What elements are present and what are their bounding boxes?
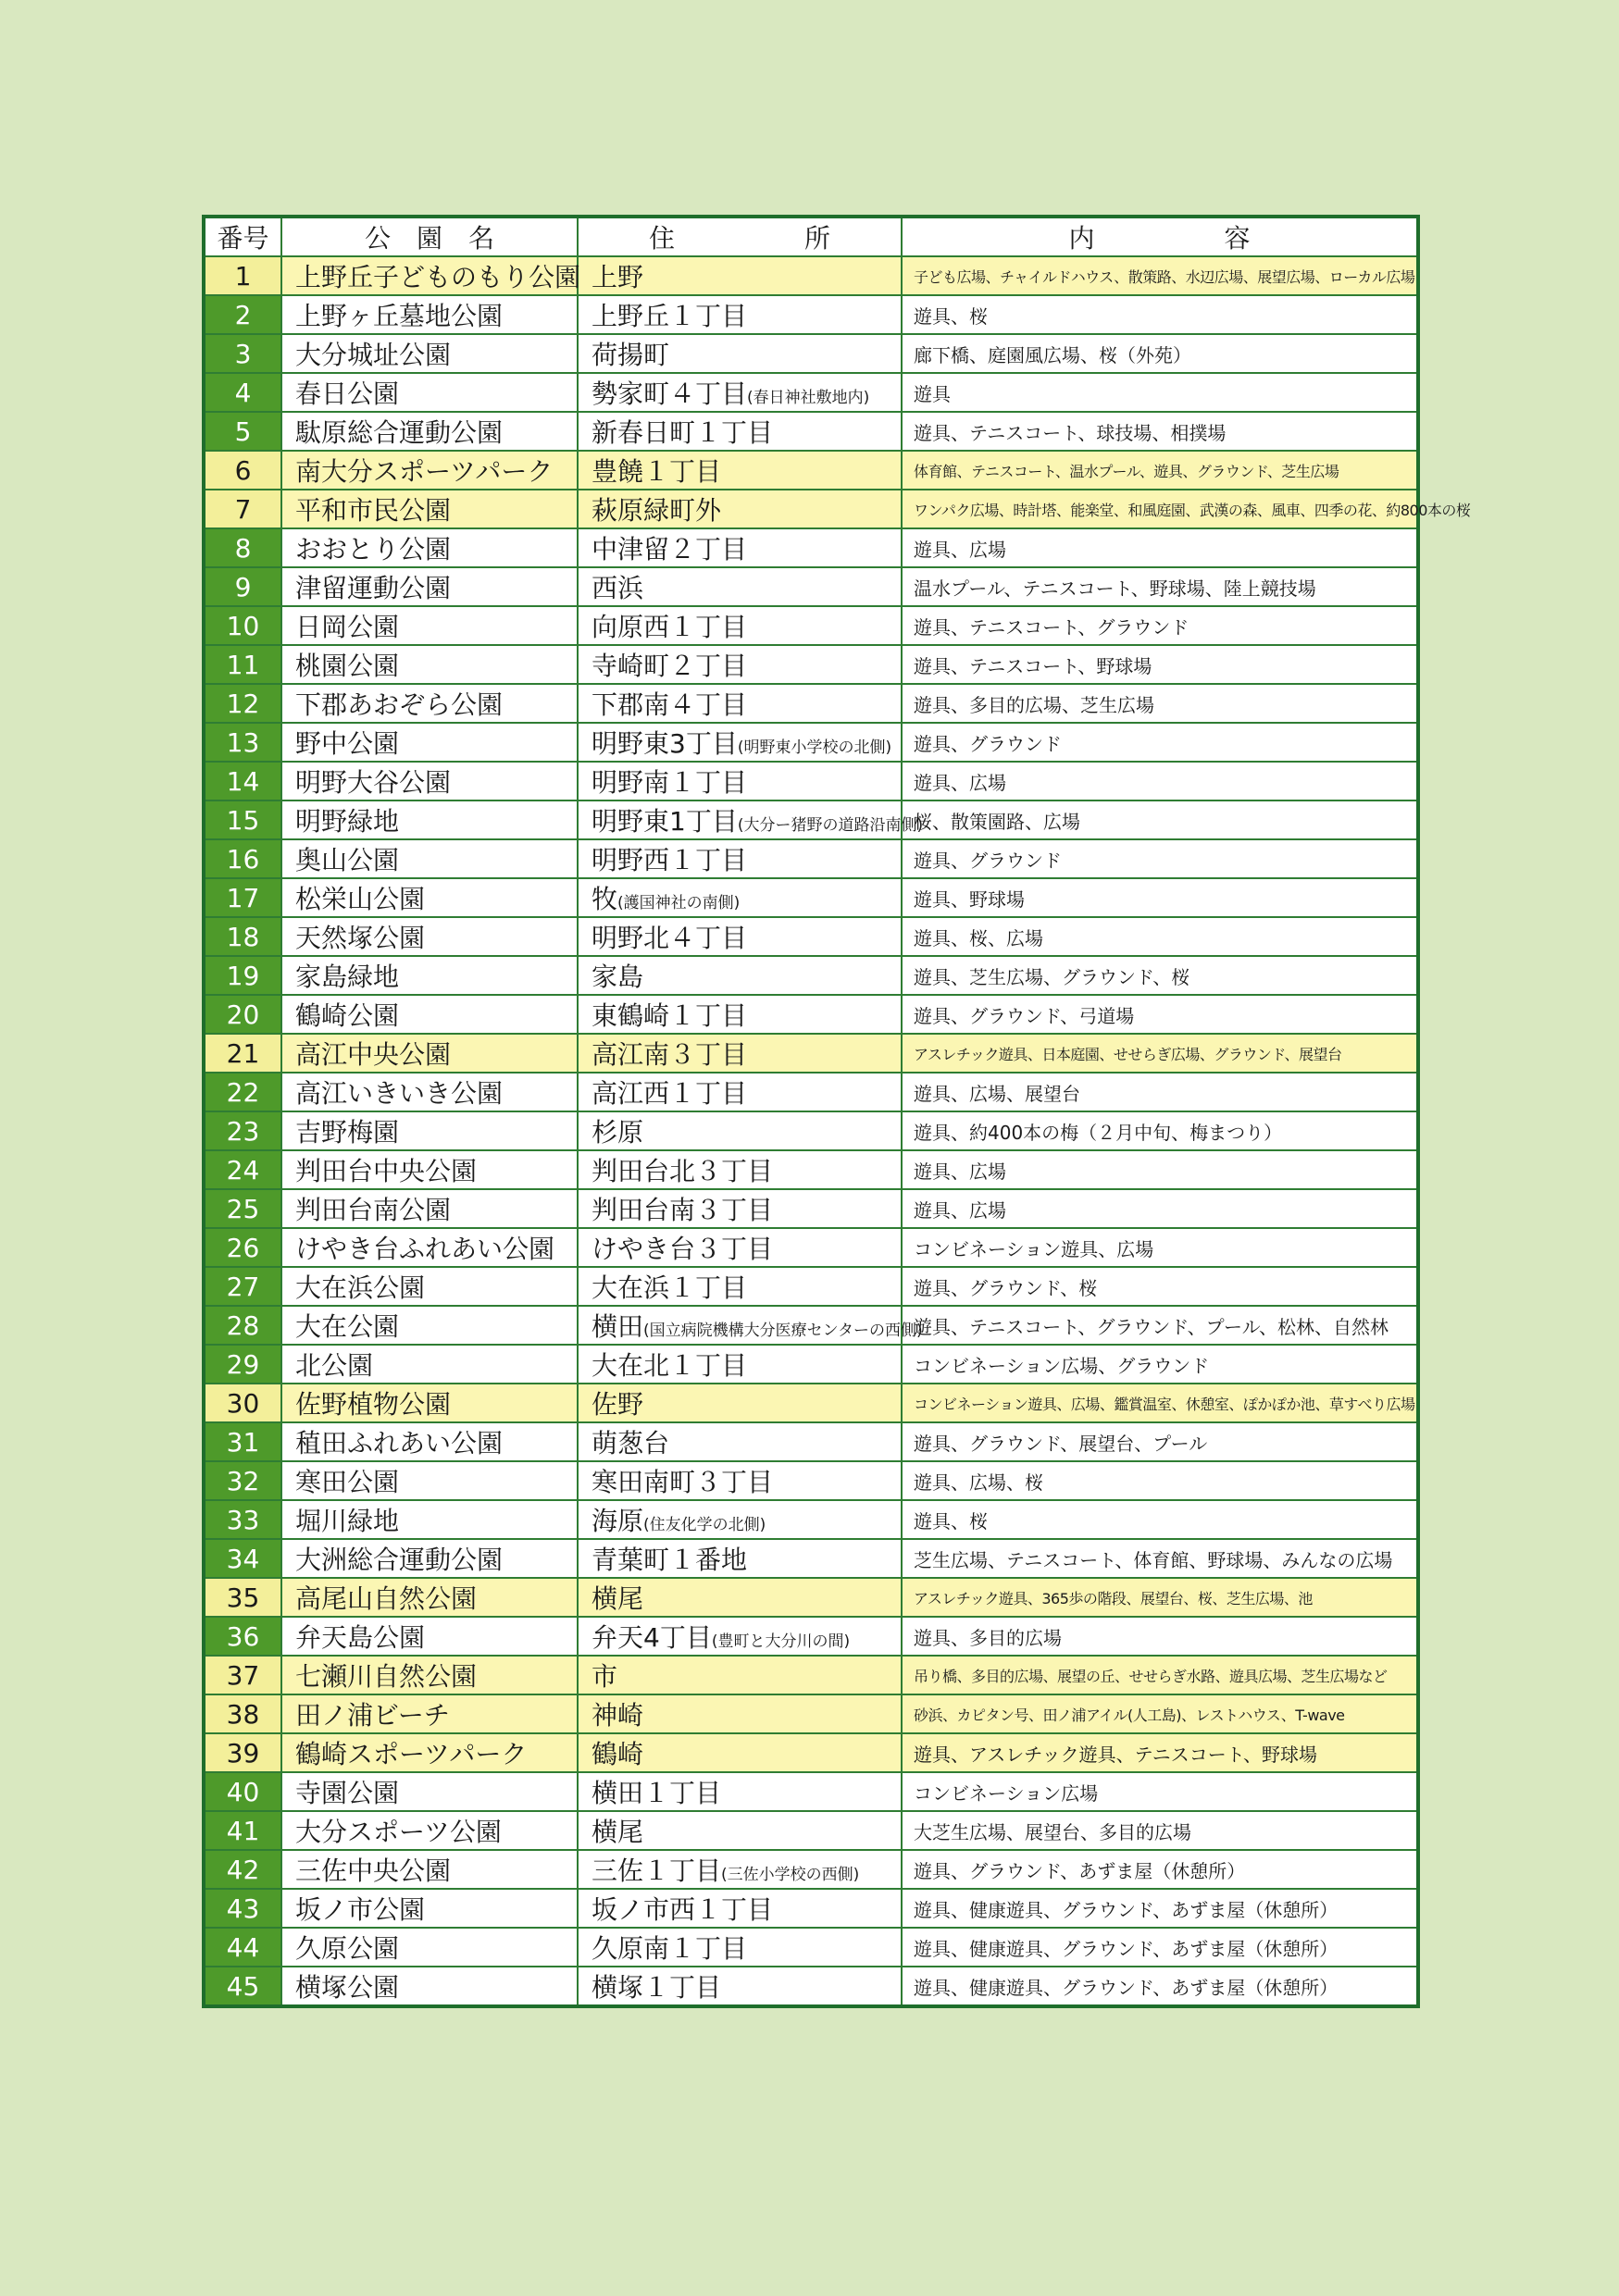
park-address: 寒田南町３丁目 xyxy=(592,1467,774,1497)
row-number: 5 xyxy=(204,412,281,451)
park-address-cell xyxy=(578,373,902,412)
park-name: 大在公園 xyxy=(281,1306,578,1345)
park-address: 大在浜１丁目 xyxy=(592,1272,748,1303)
table-row xyxy=(204,1578,1418,1617)
park-content: 遊具、健康遊具、グラウンド、あずま屋（休憩所） xyxy=(902,1889,1418,1928)
park-address-cell xyxy=(578,800,924,839)
row-number: 3 xyxy=(204,334,281,373)
header-number: 番号 xyxy=(204,217,281,256)
table-row xyxy=(204,1500,1418,1539)
park-content: 遊具、広場、桜 xyxy=(902,1461,1418,1500)
table-header xyxy=(204,217,1418,256)
park-address-note: (春日神社敷地内) xyxy=(747,389,870,407)
table-row xyxy=(204,1656,1418,1694)
park-name: 鶴崎公園 xyxy=(281,995,578,1034)
park-address-cell xyxy=(578,1111,902,1150)
park-content: 遊具、グラウンド、桜 xyxy=(902,1267,1418,1306)
park-address-cell xyxy=(578,1228,902,1267)
table-row xyxy=(204,956,1418,995)
park-address: 横尾 xyxy=(592,1583,644,1614)
row-number: 8 xyxy=(204,528,281,567)
park-address-note: (三佐小学校の西側) xyxy=(721,1866,860,1884)
row-number: 18 xyxy=(204,917,281,956)
park-address: 牧 xyxy=(592,884,618,914)
park-address: 明野東3丁目 xyxy=(592,728,738,759)
park-address: 明野西１丁目 xyxy=(592,845,748,875)
park-content: 遊具、芝生広場、グラウンド、桜 xyxy=(902,956,1418,995)
park-address-cell xyxy=(578,1889,902,1928)
row-number: 14 xyxy=(204,762,281,800)
park-name: 坂ノ市公園 xyxy=(281,1889,578,1928)
table-row xyxy=(204,1967,1418,2006)
park-address: 豊饒１丁目 xyxy=(592,456,722,487)
park-content: 温水プール、テニスコート、野球場、陸上競技場 xyxy=(902,567,1418,606)
park-address: 明野東1丁目 xyxy=(592,806,738,837)
park-address: 久原南１丁目 xyxy=(592,1933,748,1964)
park-name: 判田台南公園 xyxy=(281,1189,578,1228)
park-content: 吊り橋、多目的広場、展望の丘、せせらぎ水路、遊具広場、芝生広場など xyxy=(902,1656,1418,1694)
park-address-note: (豊町と大分川の間) xyxy=(711,1632,851,1651)
table-row xyxy=(204,1617,1418,1656)
row-number: 7 xyxy=(204,490,281,528)
park-address-cell xyxy=(578,490,902,528)
park-address-cell xyxy=(578,1073,902,1111)
table-row xyxy=(204,1384,1418,1422)
park-content: 遊具、グラウンド xyxy=(902,839,1418,878)
park-address: 判田台南３丁目 xyxy=(592,1195,774,1225)
park-content: 砂浜、カピタン号、田ノ浦アイル(人工島)、レストハウス、T-wave xyxy=(902,1694,1418,1733)
table-row xyxy=(204,1189,1418,1228)
park-address: 新春日町１丁目 xyxy=(592,417,774,448)
row-number: 25 xyxy=(204,1189,281,1228)
header-park-name: 公 園 名 xyxy=(281,217,578,256)
row-number: 39 xyxy=(204,1733,281,1772)
park-address: 神崎 xyxy=(592,1700,644,1731)
park-name: 稙田ふれあい公園 xyxy=(281,1422,578,1461)
park-address-cell xyxy=(578,412,902,451)
park-name: 大分城址公園 xyxy=(281,334,578,373)
park-content: 遊具、広場 xyxy=(902,1150,1418,1189)
park-address-cell xyxy=(578,1928,902,1967)
park-name: 高江いきいき公園 xyxy=(281,1073,578,1111)
row-number: 32 xyxy=(204,1461,281,1500)
park-address-cell xyxy=(578,256,902,295)
park-address-cell xyxy=(578,1267,902,1306)
park-name: 田ノ浦ビーチ xyxy=(281,1694,578,1733)
park-content: 遊具、約400本の梅（２月中旬、梅まつり） xyxy=(902,1111,1418,1150)
park-address-cell xyxy=(578,723,902,762)
park-address: 横尾 xyxy=(592,1817,644,1847)
park-address: 杉原 xyxy=(592,1117,644,1148)
table-row xyxy=(204,1850,1418,1889)
park-name: 高江中央公園 xyxy=(281,1034,578,1073)
park-address: 家島 xyxy=(592,962,644,992)
park-name: 大分スポーツ公園 xyxy=(281,1811,578,1850)
park-address-cell xyxy=(578,334,902,373)
table-row xyxy=(204,645,1418,684)
park-address-cell xyxy=(578,917,902,956)
park-name: 鶴崎スポーツパーク xyxy=(281,1733,578,1772)
park-address-cell xyxy=(578,684,902,723)
park-name: 桃園公園 xyxy=(281,645,578,684)
park-address-cell xyxy=(578,1850,902,1889)
row-number: 31 xyxy=(204,1422,281,1461)
park-content: 遊具、テニスコート、グラウンド xyxy=(902,606,1418,645)
park-content: ワンパク広場、時計塔、能楽堂、和風庭園、武漢の森、風車、四季の花、約800本の桜 xyxy=(902,490,1418,528)
row-number: 11 xyxy=(204,645,281,684)
park-name: 大洲総合運動公園 xyxy=(281,1539,578,1578)
table-body xyxy=(204,256,1471,2006)
park-content: 遊具、グラウンド xyxy=(902,723,1418,762)
park-name: 吉野梅園 xyxy=(281,1111,578,1150)
park-name: 上野丘子どものもり公園 xyxy=(281,256,578,295)
row-number: 4 xyxy=(204,373,281,412)
park-name: 駄原総合運動公園 xyxy=(281,412,578,451)
row-number: 16 xyxy=(204,839,281,878)
park-address-cell xyxy=(578,528,902,567)
park-name: 野中公園 xyxy=(281,723,578,762)
park-content: 遊具、野球場 xyxy=(902,878,1418,917)
park-content: 遊具、桜 xyxy=(902,1500,1418,1539)
row-number: 40 xyxy=(204,1772,281,1811)
table-row xyxy=(204,762,1418,800)
table-row xyxy=(204,567,1418,606)
park-address: 萌葱台 xyxy=(592,1428,670,1458)
park-content: コンビネーション遊具、広場、鑑賞温室、休憩室、ぽかぽか池、草すべり広場 xyxy=(902,1384,1418,1422)
park-address: 上野 xyxy=(592,262,644,292)
table-row xyxy=(204,878,1418,917)
row-number: 1 xyxy=(204,256,281,295)
park-address: 中津留２丁目 xyxy=(592,534,748,565)
park-content: 遊具 xyxy=(902,373,1418,412)
park-address: 大在北１丁目 xyxy=(592,1350,748,1381)
park-address: 高江南３丁目 xyxy=(592,1039,748,1070)
park-content: 遊具、健康遊具、グラウンド、あずま屋（休憩所） xyxy=(902,1928,1418,1967)
park-content: 桜、散策園路、広場 xyxy=(902,800,1418,839)
table-row xyxy=(204,1772,1418,1811)
table-row xyxy=(204,1811,1418,1850)
table-row xyxy=(204,1889,1418,1928)
park-name: 明野緑地 xyxy=(281,800,578,839)
park-address: 高江西１丁目 xyxy=(592,1078,748,1109)
park-address: 海原 xyxy=(592,1506,644,1536)
row-number: 36 xyxy=(204,1617,281,1656)
park-name: 日岡公園 xyxy=(281,606,578,645)
park-address: 青葉町１番地 xyxy=(592,1545,748,1575)
park-name: 春日公園 xyxy=(281,373,578,412)
park-address-cell xyxy=(578,1694,902,1733)
park-address-note: (大分ー猪野の道路沿南側) xyxy=(737,816,924,835)
park-address-cell xyxy=(578,839,902,878)
row-number: 26 xyxy=(204,1228,281,1267)
park-name: 家島緑地 xyxy=(281,956,578,995)
table-row xyxy=(204,1228,1418,1267)
park-address-cell xyxy=(578,1967,902,2006)
park-address-cell xyxy=(578,1617,902,1656)
row-number: 42 xyxy=(204,1850,281,1889)
table-row xyxy=(204,1539,1418,1578)
park-address-cell xyxy=(578,1539,902,1578)
row-number: 9 xyxy=(204,567,281,606)
park-name: 大在浜公園 xyxy=(281,1267,578,1306)
park-address-cell xyxy=(578,1772,902,1811)
park-address-cell xyxy=(578,1345,902,1384)
park-content: 廊下橋、庭園風広場、桜（外苑） xyxy=(902,334,1418,373)
park-address-cell xyxy=(578,1733,902,1772)
row-number: 41 xyxy=(204,1811,281,1850)
park-content: 体育館、テニスコート、温水プール、遊具、グラウンド、芝生広場 xyxy=(902,451,1418,490)
table-row xyxy=(204,723,1418,762)
table-row xyxy=(204,1111,1418,1150)
table-row xyxy=(204,1150,1418,1189)
park-address-cell xyxy=(578,1578,902,1617)
park-address: 佐野 xyxy=(592,1389,644,1420)
park-name: 七瀬川自然公園 xyxy=(281,1656,578,1694)
row-number: 6 xyxy=(204,451,281,490)
row-number: 44 xyxy=(204,1928,281,1967)
table-row xyxy=(204,1345,1418,1384)
park-name: 弁天島公園 xyxy=(281,1617,578,1656)
table-row xyxy=(204,295,1418,334)
table-row xyxy=(204,451,1418,490)
park-address: 西浜 xyxy=(592,573,644,603)
park-content: 遊具、桜 xyxy=(902,295,1418,334)
row-number: 28 xyxy=(204,1306,281,1345)
table-row xyxy=(204,800,1418,839)
park-address-cell xyxy=(578,1422,902,1461)
park-content: 遊具、多目的広場 xyxy=(902,1617,1418,1656)
table-row xyxy=(204,1073,1418,1111)
park-content: 遊具、広場 xyxy=(902,528,1418,567)
park-address-cell xyxy=(578,956,902,995)
park-address-cell xyxy=(578,1811,902,1850)
park-name: おおとり公園 xyxy=(281,528,578,567)
park-address-cell xyxy=(578,1500,902,1539)
header-address: 住 所 xyxy=(578,217,902,256)
park-content: コンビネーション広場 xyxy=(902,1772,1418,1811)
row-number: 23 xyxy=(204,1111,281,1150)
park-content: 遊具、テニスコート、球技場、相撲場 xyxy=(902,412,1418,451)
park-content: 子ども広場、チャイルドハウス、散策路、水辺広場、展望広場、ローカル広場 xyxy=(902,256,1418,295)
park-content: 遊具、健康遊具、グラウンド、あずま屋（休憩所） xyxy=(902,1967,1418,2006)
park-content: 遊具、テニスコート、グラウンド、プール、松林、自然林 xyxy=(902,1306,1418,1345)
row-number: 19 xyxy=(204,956,281,995)
park-address: 横田１丁目 xyxy=(592,1778,722,1808)
park-address: 明野南１丁目 xyxy=(592,767,748,798)
row-number: 30 xyxy=(204,1384,281,1422)
park-name: 天然塚公園 xyxy=(281,917,578,956)
park-content: 遊具、広場、展望台 xyxy=(902,1073,1418,1111)
park-address: 弁天4丁目 xyxy=(592,1622,712,1653)
park-address: 判田台北３丁目 xyxy=(592,1156,774,1186)
table-row xyxy=(204,1267,1418,1306)
park-address-cell xyxy=(578,1384,902,1422)
park-content: コンビネーション遊具、広場 xyxy=(902,1228,1418,1267)
park-name: 上野ヶ丘墓地公園 xyxy=(281,295,578,334)
park-address-cell xyxy=(578,1461,902,1500)
header-row xyxy=(204,217,1418,256)
park-table xyxy=(202,215,1471,2008)
park-address: 坂ノ市西１丁目 xyxy=(592,1894,774,1925)
park-address-cell xyxy=(578,1656,902,1694)
row-number: 17 xyxy=(204,878,281,917)
table-row xyxy=(204,1733,1418,1772)
table-row xyxy=(204,412,1418,451)
park-address-cell xyxy=(578,995,902,1034)
park-address-note: (明野東小学校の北側) xyxy=(737,738,892,757)
park-address-note: (住友化学の北側) xyxy=(643,1516,766,1534)
row-number: 12 xyxy=(204,684,281,723)
park-content: 遊具、アスレチック遊具、テニスコート、野球場 xyxy=(902,1733,1418,1772)
park-content: 遊具、広場 xyxy=(902,762,1418,800)
park-address-cell xyxy=(578,1150,902,1189)
park-address: 上野丘１丁目 xyxy=(592,301,748,331)
header-content: 内 容 xyxy=(902,217,1418,256)
park-name: 明野大谷公園 xyxy=(281,762,578,800)
park-content: 芝生広場、テニスコート、体育館、野球場、みんなの広場 xyxy=(902,1539,1418,1578)
park-content: コンビネーション広場、グラウンド xyxy=(902,1345,1418,1384)
park-address: 萩原緑町外 xyxy=(592,495,722,526)
park-address-cell xyxy=(578,451,902,490)
row-number: 33 xyxy=(204,1500,281,1539)
park-content: 遊具、多目的広場、芝生広場 xyxy=(902,684,1418,723)
park-address: 三佐１丁目 xyxy=(592,1855,722,1886)
park-address: 向原西１丁目 xyxy=(592,612,748,642)
table-row xyxy=(204,1928,1418,1967)
row-number: 34 xyxy=(204,1539,281,1578)
table-row xyxy=(204,606,1418,645)
row-number: 20 xyxy=(204,995,281,1034)
park-name: 久原公園 xyxy=(281,1928,578,1967)
table-row xyxy=(204,528,1418,567)
park-name: 寺園公園 xyxy=(281,1772,578,1811)
row-number: 22 xyxy=(204,1073,281,1111)
park-address-cell xyxy=(578,606,902,645)
park-address: けやき台３丁目 xyxy=(592,1234,774,1264)
row-number: 21 xyxy=(204,1034,281,1073)
park-address: 勢家町４丁目 xyxy=(592,379,748,409)
park-address: 東鶴崎１丁目 xyxy=(592,1000,748,1031)
park-content: アスレチック遊具、365歩の階段、展望台、桜、芝生広場、池 xyxy=(902,1578,1418,1617)
row-number: 2 xyxy=(204,295,281,334)
park-address-cell xyxy=(578,878,902,917)
table-row xyxy=(204,917,1418,956)
park-address: 下郡南４丁目 xyxy=(592,689,748,720)
park-content: 遊具、グラウンド、展望台、プール xyxy=(902,1422,1418,1461)
park-content: 遊具、グラウンド、あずま屋（休憩所） xyxy=(902,1850,1418,1889)
park-name: 松栄山公園 xyxy=(281,878,578,917)
park-content: 遊具、広場 xyxy=(902,1189,1418,1228)
row-number: 15 xyxy=(204,800,281,839)
park-name: 高尾山自然公園 xyxy=(281,1578,578,1617)
park-name: 平和市民公園 xyxy=(281,490,578,528)
table-row xyxy=(204,373,1418,412)
park-address-cell xyxy=(578,762,902,800)
park-address-note: (国立病院機構大分医療センターの西側) xyxy=(643,1322,923,1340)
table-row xyxy=(204,1694,1418,1733)
table-row xyxy=(204,1306,1418,1345)
table-row xyxy=(204,490,1418,528)
park-name: 津留運動公園 xyxy=(281,567,578,606)
park-address: 荷揚町 xyxy=(592,340,670,370)
park-address: 横田 xyxy=(592,1311,644,1342)
row-number: 13 xyxy=(204,723,281,762)
park-content: 大芝生広場、展望台、多目的広場 xyxy=(902,1811,1418,1850)
row-number: 24 xyxy=(204,1150,281,1189)
park-name: 堀川緑地 xyxy=(281,1500,578,1539)
park-name: 南大分スポーツパーク xyxy=(281,451,578,490)
park-content: 遊具、テニスコート、野球場 xyxy=(902,645,1418,684)
park-address-cell xyxy=(578,645,902,684)
row-number: 37 xyxy=(204,1656,281,1694)
row-number: 45 xyxy=(204,1967,281,2006)
park-name: 判田台中央公園 xyxy=(281,1150,578,1189)
table-row xyxy=(204,256,1418,295)
table-row xyxy=(204,839,1418,878)
row-number: 43 xyxy=(204,1889,281,1928)
park-name: 佐野植物公園 xyxy=(281,1384,578,1422)
park-address-cell xyxy=(578,295,902,334)
park-name: けやき台ふれあい公園 xyxy=(281,1228,578,1267)
row-number: 38 xyxy=(204,1694,281,1733)
park-address: 明野北４丁目 xyxy=(592,923,748,953)
park-address-cell xyxy=(578,1189,902,1228)
park-address: 寺崎町２丁目 xyxy=(592,651,748,681)
park-address-note: (護国神社の南側) xyxy=(617,894,741,912)
park-name: 北公園 xyxy=(281,1345,578,1384)
table-row xyxy=(204,1422,1418,1461)
table-row xyxy=(204,1461,1418,1500)
table-row xyxy=(204,1034,1418,1073)
park-content: 遊具、桜、広場 xyxy=(902,917,1418,956)
table-row xyxy=(204,334,1418,373)
row-number: 27 xyxy=(204,1267,281,1306)
park-content: アスレチック遊具、日本庭園、せせらぎ広場、グラウンド、展望台 xyxy=(902,1034,1418,1073)
table-row xyxy=(204,684,1418,723)
park-address: 横塚１丁目 xyxy=(592,1972,722,2003)
table-row xyxy=(204,995,1418,1034)
park-address-cell xyxy=(578,1306,923,1345)
row-number: 29 xyxy=(204,1345,281,1384)
park-name: 寒田公園 xyxy=(281,1461,578,1500)
park-name: 下郡あおぞら公園 xyxy=(281,684,578,723)
row-number: 10 xyxy=(204,606,281,645)
park-address: 鶴崎 xyxy=(592,1739,644,1769)
park-address-cell xyxy=(578,1034,902,1073)
park-address-cell xyxy=(578,567,902,606)
row-number: 35 xyxy=(204,1578,281,1617)
park-name: 横塚公園 xyxy=(281,1967,578,2006)
park-content: 遊具、グラウンド、弓道場 xyxy=(902,995,1418,1034)
park-name: 三佐中央公園 xyxy=(281,1850,578,1889)
park-address: 市 xyxy=(592,1661,618,1692)
park-name: 奥山公園 xyxy=(281,839,578,878)
